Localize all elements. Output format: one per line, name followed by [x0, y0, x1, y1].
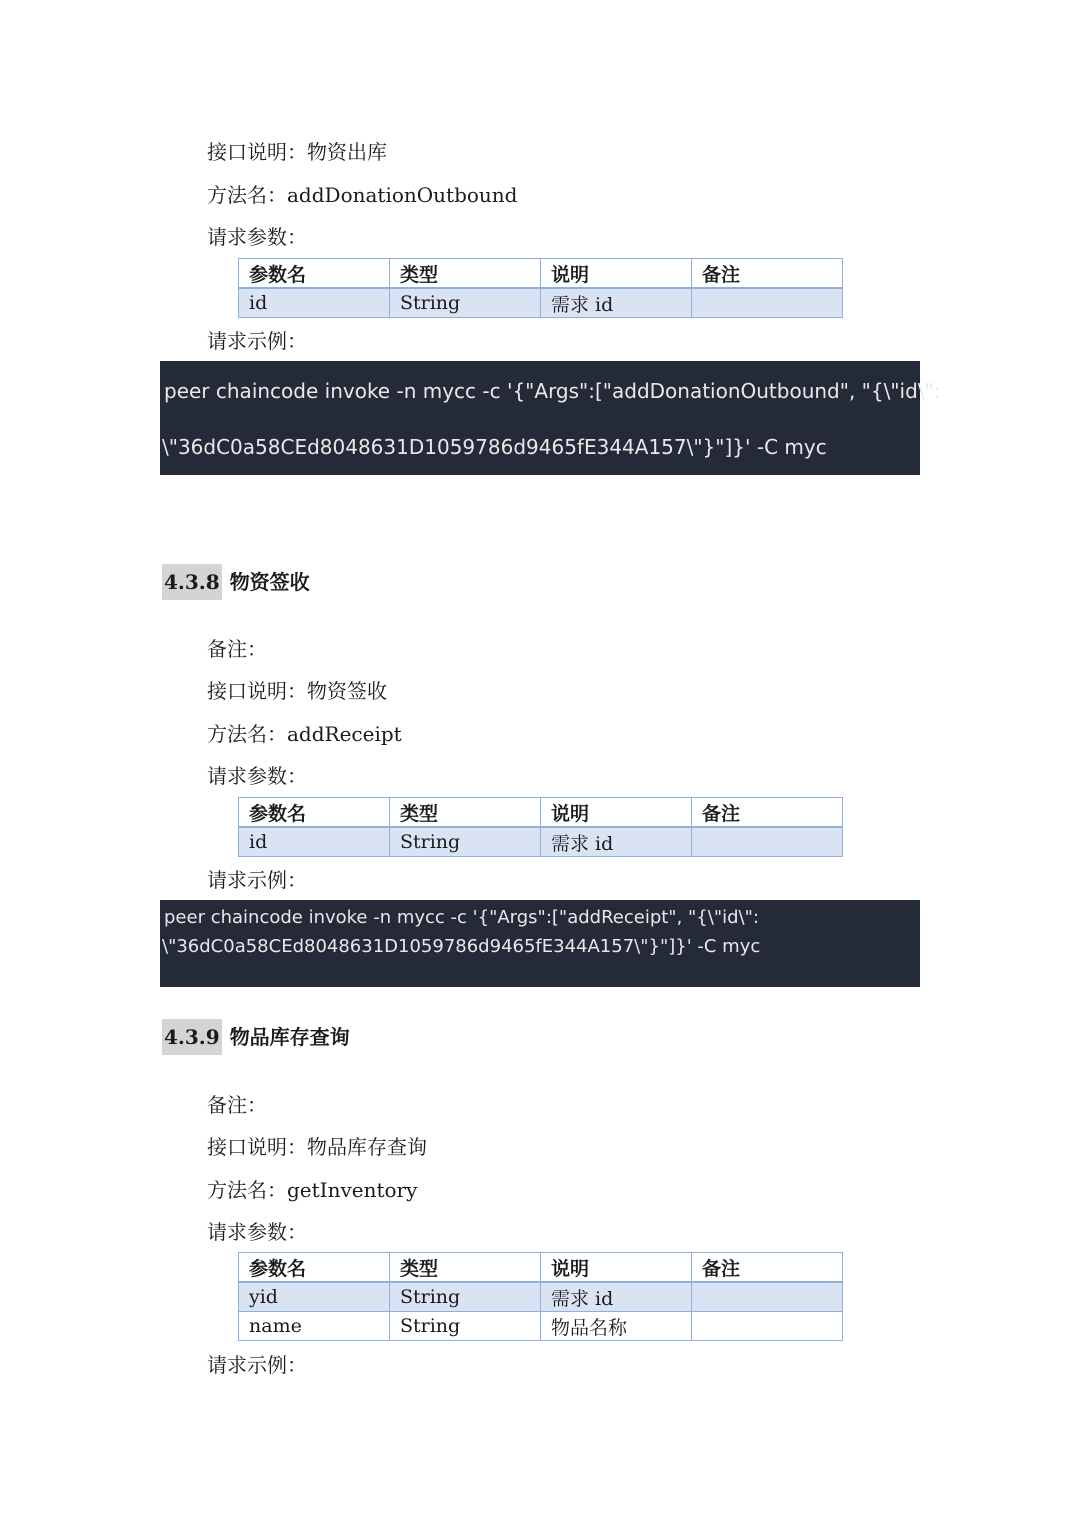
table-cell: yid — [239, 1282, 390, 1312]
table-cell: 需求 id — [541, 288, 692, 318]
section-title: 物资签收 — [229, 570, 310, 594]
interface-desc: 接口说明：物品库存查询 — [207, 1135, 427, 1159]
section-heading — [162, 1021, 350, 1050]
table-row — [239, 288, 843, 318]
table-cell: 需求 id — [541, 1282, 692, 1312]
header-cell: 备注 — [692, 798, 843, 828]
table-cell: id — [239, 827, 390, 857]
table-header-row — [239, 259, 843, 289]
header-cell: 类型 — [390, 259, 541, 289]
params-label: 请求参数： — [207, 764, 307, 788]
header-cell: 说明 — [541, 798, 692, 828]
table-row — [239, 1312, 843, 1341]
header-cell: 说明 — [541, 1253, 692, 1283]
table-cell: String — [390, 288, 541, 318]
table-row — [239, 827, 843, 857]
code-line: peer chaincode invoke -n mycc -c '{"Args":["addReceipt", "{\"id\": — [164, 907, 759, 928]
section-number: 4.3.8 — [162, 564, 222, 600]
table-cell — [692, 827, 843, 857]
table-cell — [692, 1282, 843, 1312]
header-cell: 备注 — [692, 259, 843, 289]
table-cell: String — [390, 1282, 541, 1312]
section-title: 物品库存查询 — [229, 1025, 350, 1049]
table-cell — [692, 1312, 843, 1341]
method-name: 方法名：addReceipt — [207, 722, 402, 746]
method-name: 方法名：getInventory — [207, 1178, 418, 1202]
params-table — [238, 797, 843, 857]
header-cell: 参数名 — [239, 259, 390, 289]
table-cell — [692, 288, 843, 318]
example-label: 请求示例： — [207, 1353, 307, 1377]
table-cell: String — [390, 1312, 541, 1341]
note-label: 备注： — [207, 1093, 267, 1117]
example-label: 请求示例： — [207, 329, 307, 353]
header-cell: 参数名 — [239, 1253, 390, 1283]
header-cell: 参数名 — [239, 798, 390, 828]
table-cell: 物品名称 — [541, 1312, 692, 1341]
interface-desc: 接口说明：物资签收 — [207, 679, 387, 703]
note-label: 备注： — [207, 637, 267, 661]
method-name: 方法名：addDonationOutbound — [207, 183, 518, 207]
params-table — [238, 258, 843, 318]
header-cell: 类型 — [390, 1253, 541, 1283]
table-header-row — [239, 798, 843, 828]
table-row — [239, 1282, 843, 1312]
code-block — [160, 361, 941, 475]
header-cell: 说明 — [541, 259, 692, 289]
code-line: \"36dC0a58CEd8048631D1059786d9465fE344A157\"}"]}' -C myc — [162, 435, 827, 459]
example-label: 请求示例： — [207, 868, 307, 892]
section-number: 4.3.9 — [162, 1019, 222, 1055]
code-line: peer chaincode invoke -n mycc -c '{"Args":["addDonationOutbound", "{\"id\": — [164, 379, 941, 403]
params-table — [238, 1252, 843, 1341]
interface-desc: 接口说明：物资出库 — [207, 140, 387, 164]
table-cell: name — [239, 1312, 390, 1341]
table-cell: 需求 id — [541, 827, 692, 857]
code-line: \"36dC0a58CEd8048631D1059786d9465fE344A157\"}"]}' -C myc — [162, 936, 761, 957]
code-block — [160, 900, 920, 987]
params-label: 请求参数： — [207, 225, 307, 249]
table-cell: String — [390, 827, 541, 857]
header-cell: 类型 — [390, 798, 541, 828]
table-header-row — [239, 1253, 843, 1283]
section-heading — [162, 566, 310, 595]
header-cell: 备注 — [692, 1253, 843, 1283]
table-cell: id — [239, 288, 390, 318]
params-label: 请求参数： — [207, 1220, 307, 1244]
